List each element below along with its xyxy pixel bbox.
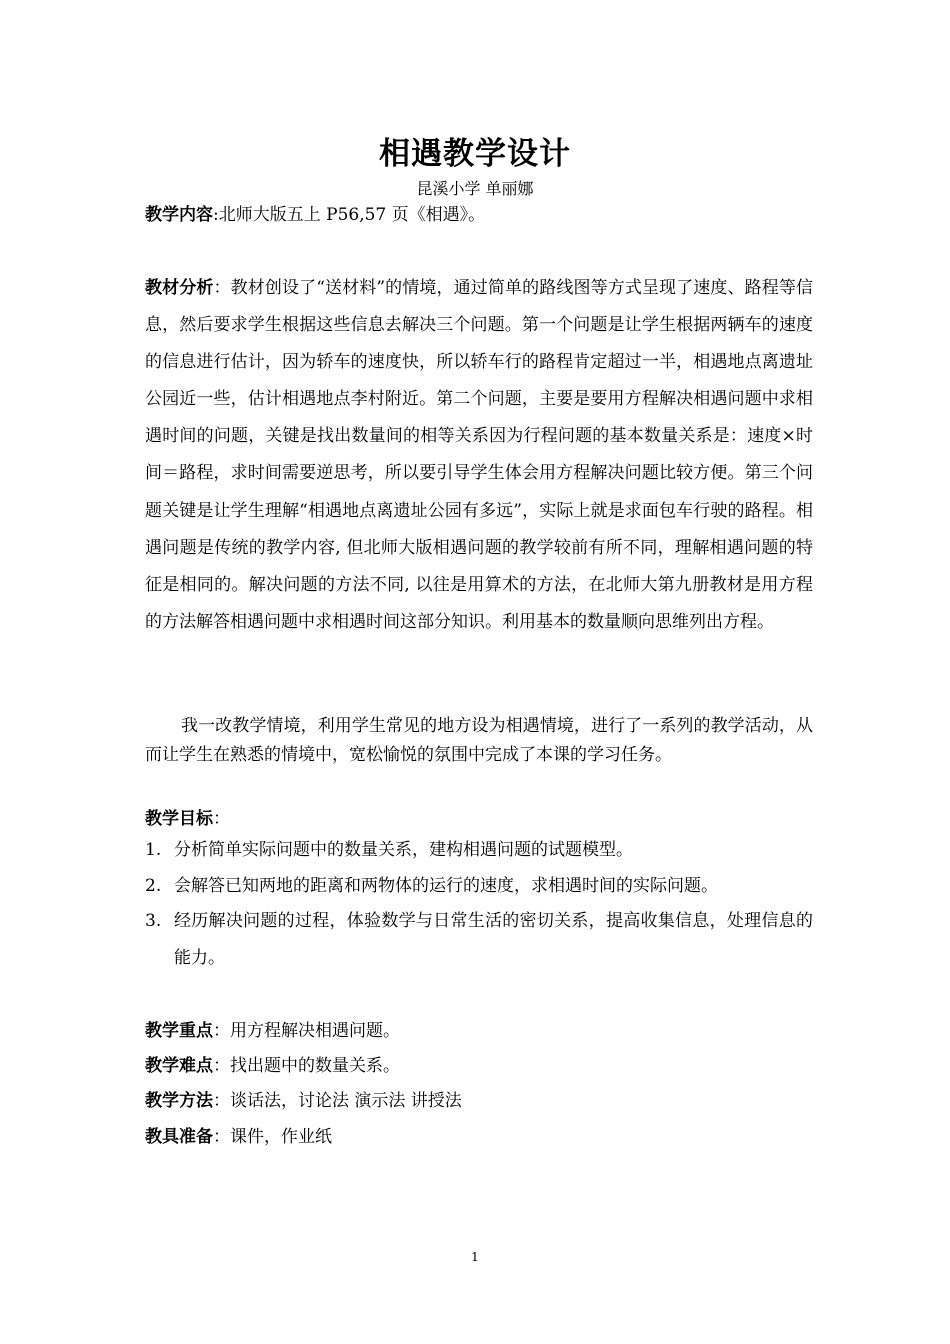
teaching-materials (145, 1122, 815, 1147)
goal-item (145, 868, 813, 905)
goal-item (145, 903, 813, 977)
teaching-method-label: 教学方法 (145, 1091, 213, 1111)
material-analysis (145, 270, 813, 641)
goal-number: 2. (145, 876, 162, 896)
goal-item (145, 832, 813, 869)
author-line: 昆溪小学 单丽娜 (416, 179, 534, 198)
difficulty-text: ：找出题中的数量关系。 (213, 1056, 400, 1076)
difficulty-label: 教学难点 (145, 1056, 213, 1076)
goal-number: 3. (145, 911, 162, 931)
goal-text: 分析简单实际问题中的数量关系，建构相遇问题的试题模型。 (174, 840, 633, 860)
difficulty (145, 1051, 815, 1076)
goal-text: 经历解决问题的过程，体验数学与日常生活的密切关系，提高收集信息，处理信息的能力。 (174, 911, 813, 968)
key-point (145, 1016, 815, 1041)
teaching-content-label: 教学内容 (145, 205, 213, 225)
page-number: 1 (471, 1250, 479, 1264)
teaching-content-text: :北师大版五上 P56,57 页《相遇》。 (213, 205, 486, 225)
teaching-method (145, 1086, 815, 1111)
goal-number: 1. (145, 840, 162, 860)
document-title: 相遇教学设计 (379, 136, 571, 172)
teaching-goals-suffix: ： (213, 809, 230, 829)
reflection-paragraph: 我一改教学情境，利用学生常见的地方设为相遇情境，进行了一系列的教学活动，从而让学生在熟悉的情境中，宽松愉悦的氛围中完成了本课的学习任务。 (145, 716, 813, 765)
teaching-goals-heading (145, 804, 815, 829)
teaching-content (145, 200, 815, 225)
teaching-goals-label: 教学目标 (145, 809, 213, 829)
goal-text: 会解答已知两地的距离和两物体的运行的速度，求相遇时间的实际问题。 (174, 876, 718, 896)
teaching-materials-label: 教具准备 (145, 1127, 213, 1147)
teaching-method-text: ：谈话法，讨论法 演示法 讲授法 (213, 1091, 462, 1111)
key-point-text: ：用方程解决相遇问题。 (213, 1021, 400, 1041)
material-analysis-text: ：教材创设了“送材料”的情境，通过简单的路线图等方式呈现了速度、路程等信息，然后要求学生根据这些信息去解决三个问题。第一个问题是让学生根据两辆车的速度的信息进行估计，因为轿车的速度快，所以轿车行的路程肯定超过一半，相遇地点离遗址公园近一些，估计相遇地点李村附近。第二个问题，主要是要用方程解决相遇问题中求相遇时间的问题，关键是找出数量间的相等关系因为行程问题的基本数量关系是：速度×时间＝路程，求时间需要逆思考，所以要引导学生体会用方程解决问题比较方便。第三个问题关键是让学生理解“相遇地点离遗址公园有多远”，实际上就是求面包车行驶的路程。相遇问题是传统的教学内容, 但北师大版相遇问题的教学较前有所不同，理解相遇问题的特征是相同的。解决问题的方法不同, 以往是用算术的方法，在北师大第九册教材是用方程的方法解答相遇问题中求相遇时间这部分知识。利用基本的数量顺向思维列出方程。 (145, 278, 814, 632)
teaching-materials-text: ：课件，作业纸 (213, 1127, 332, 1147)
material-analysis-label: 教材分析 (145, 278, 214, 298)
key-point-label: 教学重点 (145, 1021, 213, 1041)
